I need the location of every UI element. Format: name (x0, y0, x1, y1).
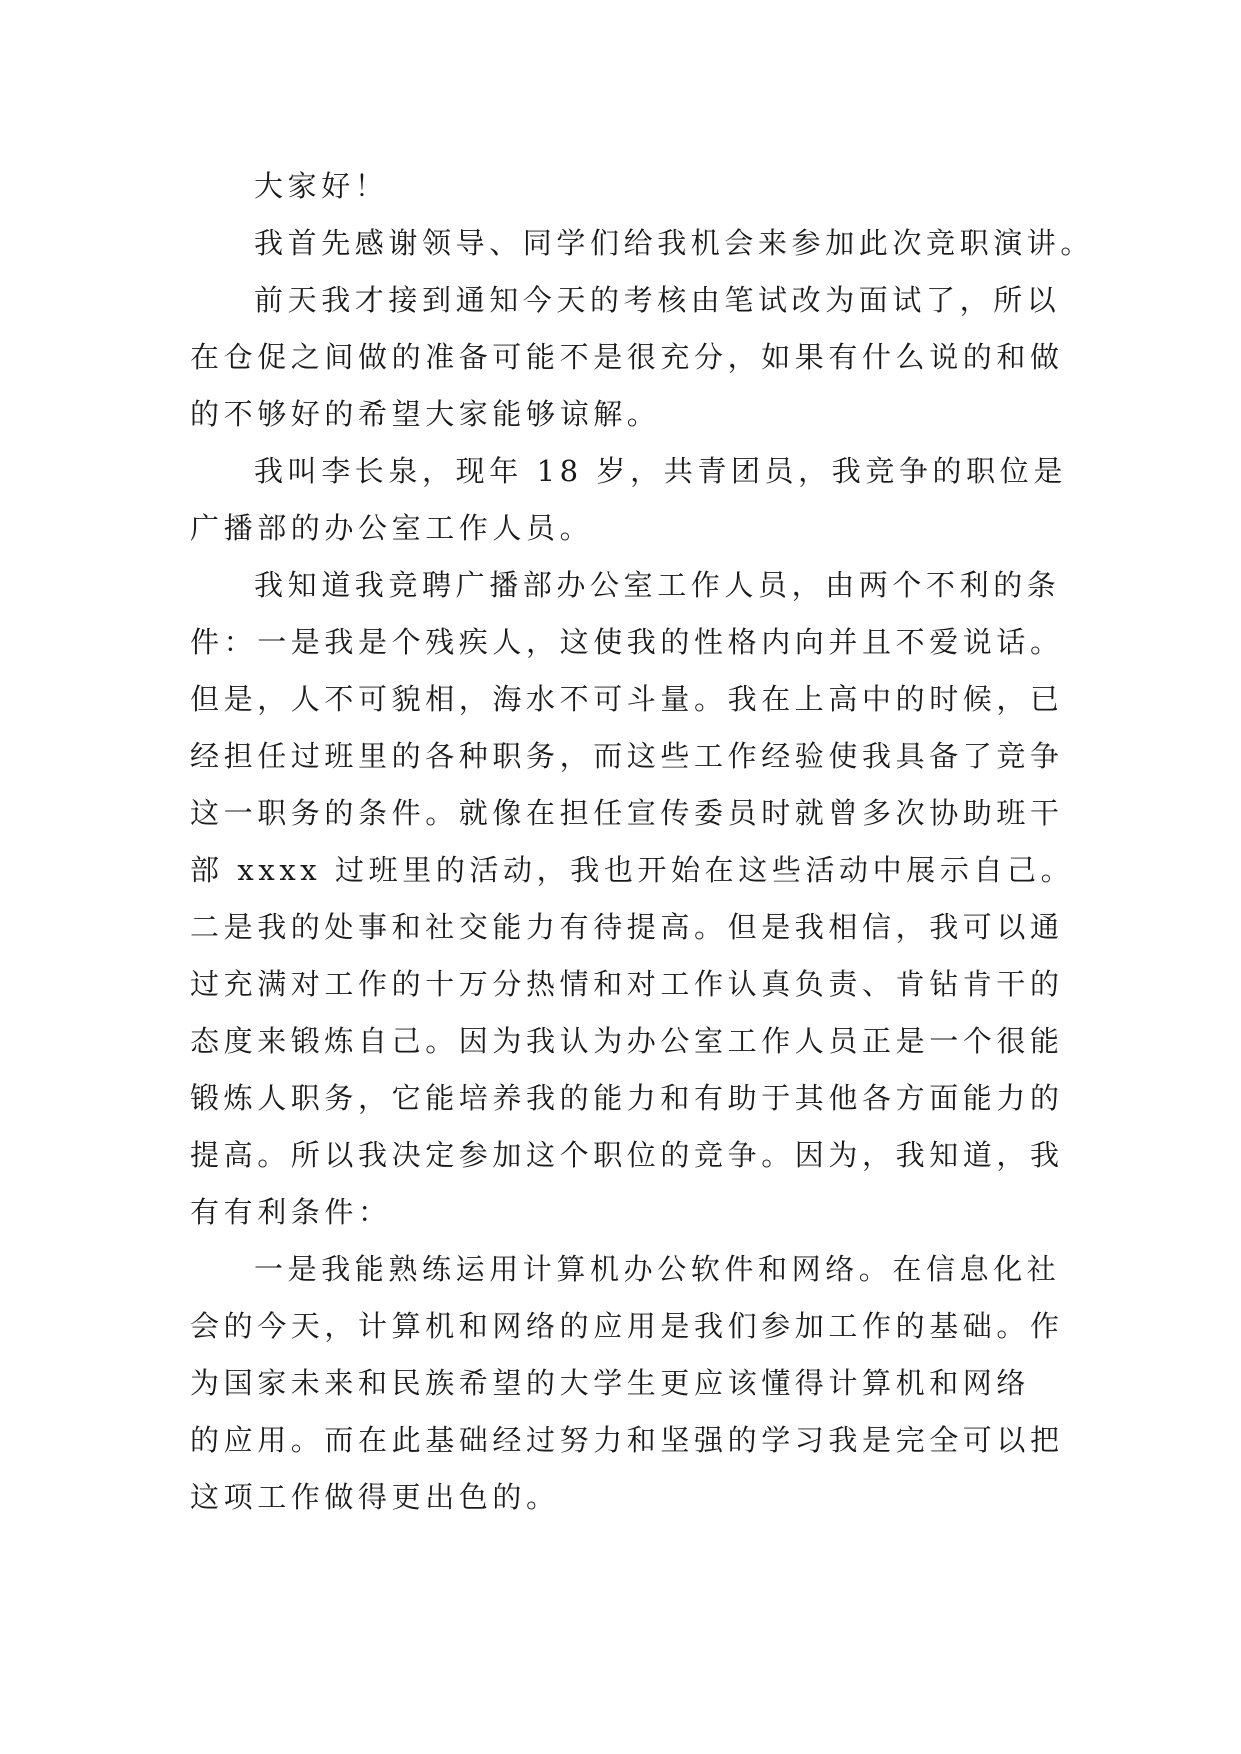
text-line: 在仓促之间做的准备可能不是很充分，如果有什么说的和做 (190, 340, 1064, 374)
text-line: 会的今天，计算机和网络的应用是我们参加工作的基础。作 (190, 1309, 1064, 1343)
text-line: 这项工作做得更出色的。 (190, 1480, 560, 1514)
text-line: 有有利条件： (190, 1195, 392, 1229)
text-line: 我知道我竞聘广播部办公室工作人员，由两个不利的条 (254, 568, 1061, 602)
text-line: 部 xxxx 过班里的活动，我也开始在这些活动中展示自己。 (190, 853, 1075, 887)
text-line: 锻炼人职务，它能培养我的能力和有助于其他各方面能力的 (190, 1081, 1064, 1115)
text-line: 的应用。而在此基础经过努力和坚强的学习我是完全可以把 (190, 1423, 1064, 1457)
text-line: 前天我才接到通知今天的考核由笔试改为面试了，所以 (254, 283, 1061, 317)
text-line: 件：一是我是个残疾人，这使我的性格内向并且不爱说话。 (190, 625, 1064, 659)
text-line: 提高。所以我决定参加这个职位的竞争。因为，我知道，我 (190, 1138, 1064, 1172)
text-line: 二是我的处事和社交能力有待提高。但是我相信，我可以通 (190, 910, 1064, 944)
text-line: 但是，人不可貌相，海水不可斗量。我在上高中的时候，已 (190, 682, 1064, 716)
text-line: 这一职务的条件。就像在担任宣传委员时就曾多次协助班干 (190, 796, 1064, 830)
text-line: 广播部的办公室工作人员。 (190, 511, 594, 545)
text-line: 经担任过班里的各种职务，而这些工作经验使我具备了竞争 (190, 739, 1064, 773)
text-line: 我叫李长泉，现年 18 岁，共青团员，我竞争的职位是 (254, 454, 1067, 488)
text-line: 为国家未来和民族希望的大学生更应该懂得计算机和网络 (190, 1366, 1031, 1400)
text-line: 的不够好的希望大家能够谅解。 (190, 397, 661, 431)
text-line: 一是我能熟练运用计算机办公软件和网络。在信息化社 (254, 1252, 1061, 1286)
text-line: 过充满对工作的十万分热情和对工作认真负责、肯钻肯干的 (190, 967, 1064, 1001)
greeting-line: 大家好！ (254, 169, 389, 203)
text-line: 我首先感谢领导、同学们给我机会来参加此次竞职演讲。 (254, 226, 1095, 260)
text-line: 态度来锻炼自己。因为我认为办公室工作人员正是一个很能 (190, 1024, 1064, 1058)
